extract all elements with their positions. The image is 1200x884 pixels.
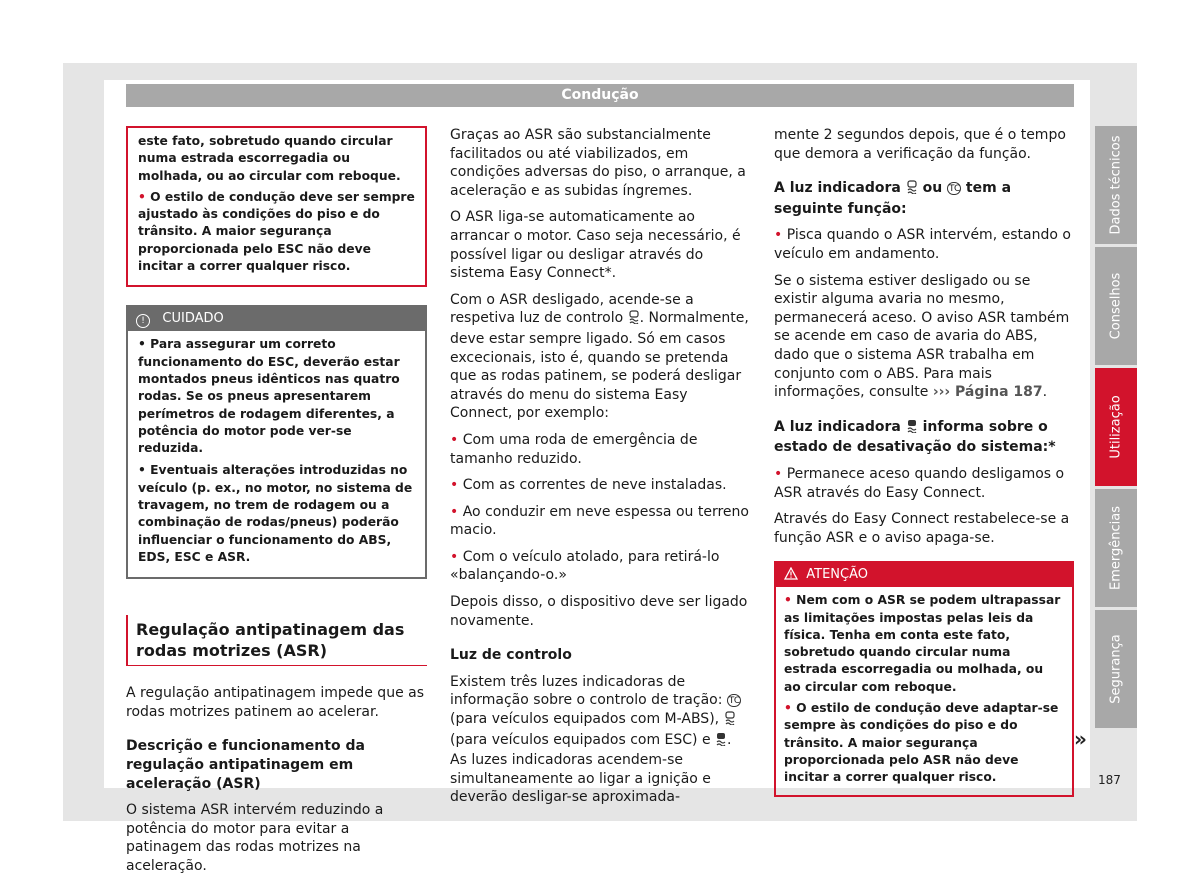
bullet-list: [450, 431, 750, 585]
bullet-icon: •: [784, 701, 792, 716]
asr-car-icon: [724, 711, 736, 731]
paragraph: Com o ASR desligado, acende-se a respetiva luz de controlo . Normalmente, deve estar sempre ligado. Só em casos excecionais, isto é, quando se pretenda que as rodas patinem, se poderá desligar através do menu do sistema Easy Connect, por exemplo:: [450, 291, 749, 422]
subheading: Descrição e funcionamento da regulação antipatinagem em aceleração (ASR): [126, 738, 365, 792]
body-text: O sistema ASR intervém reduzindo a potência do motor para evitar a patinagem das rodas motrizes na aceleração.: [126, 802, 384, 874]
asr-off-icon: [715, 732, 727, 752]
paragraph: Graças ao ASR são substancialmente facilitados ou até viabilizados, em condições adversas do piso, o arranque, a aceleração e as subidas íngremes.: [450, 127, 746, 199]
list-item: • Ao conduzir em neve espessa ou terreno macio.: [450, 503, 749, 539]
paragraph: Através do Easy Connect restabelece-se a função ASR e o aviso apaga-se.: [774, 511, 1070, 546]
warning-triangle-icon: [784, 567, 798, 582]
bullet-icon: •: [450, 548, 459, 565]
warning-box: [774, 561, 1074, 796]
caution-bullet: • Eventuais alterações introduzidas no veículo (p. ex., no motor, no sistema de travagem, no trem de rodagem ou a combinação de rodas/pneus) poderão influenciar o funcionamento do ABS, EDS, ESC e ASR.: [138, 463, 413, 564]
subheading: A luz indicadora ou TC tem a seguinte função:: [774, 180, 1012, 217]
bullet-icon: •: [774, 465, 783, 482]
caution-bullet: • Para assegurar um correto funcionamento do ESC, deverão estar montados pneus idênticos nas quatro rodas. Se os pneus apresentarem perímetros de rodagem diferentes, a potência do motor pode ver-se reduzida.: [138, 337, 400, 456]
continued-note-box: [126, 126, 427, 287]
page-number: 187: [1098, 773, 1121, 787]
bullet-icon: •: [784, 593, 792, 608]
paragraph: Se o sistema estiver desligado ou se existir alguma avaria no mesmo, permanecerá aceso. O aviso ASR também se acende em caso de avaria do ABS, dado que o sistema ASR trabalha em conjunto com o ABS. Para mais informações, consulte ››› Página 187.: [774, 272, 1070, 401]
page-link[interactable]: ››› Página 187: [932, 384, 1043, 401]
subheading: Luz de controlo: [450, 647, 572, 664]
warning-bullet: • O estilo de condução deve adaptar-se sempre às condições do piso e do trânsito. A maior segurança proporcionada pelo ASR não deve incitar a correr qualquer risco.: [784, 701, 1059, 785]
paragraph: Existem três luzes indicadoras de informação sobre o controlo de tração: TC (para veículos equipados com M-ABS), (para veículos equipados com ESC) e . As luzes indicadoras acendem-se simultaneamente ao ligar a ignição e deverão desligar-se aproximada-: [450, 673, 741, 806]
tab-emergencias[interactable]: Emergências: [1095, 489, 1137, 607]
asr-car-icon: [906, 180, 918, 200]
section-title: Regulação antipatinagem das rodas motrizes (ASR): [126, 615, 427, 666]
note-bullet: • O estilo de condução deve ser sempre ajustado às condições do piso e do trânsito. A maior segurança proporcionada pelo ESC não deve incitar a correr qualquer risco.: [138, 189, 415, 274]
bullet-icon: •: [450, 431, 459, 448]
intro-text: A regulação antipatinagem impede que as rodas motrizes patinem ao acelerar.: [126, 685, 424, 720]
column-1: [126, 126, 427, 884]
note-text: este fato, sobretudo quando circular numa estrada escorregadia ou molhada, ou ao circular com reboque.: [138, 134, 401, 183]
paragraph: mente 2 segundos depois, que é o tempo que demora a verificação da função.: [774, 127, 1066, 162]
caution-box: [126, 305, 427, 579]
caution-title: CUIDADO: [162, 311, 224, 327]
tab-utilizacao[interactable]: Utilização: [1095, 368, 1137, 486]
tab-conselhos[interactable]: Conselhos: [1095, 247, 1137, 365]
traction-control-icon: TC: [728, 696, 741, 707]
paragraph: O ASR liga-se automaticamente ao arrancar o motor. Caso seja necessário, é possível ligar ou desligar através do sistema Easy Connect*.: [450, 209, 741, 282]
list-item: • Com o veículo atolado, para retirá-lo «balançando-o.»: [450, 548, 720, 584]
bullet-icon: •: [450, 477, 459, 494]
list-item: • Pisca quando o ASR intervém, estando o veículo em andamento.: [774, 227, 1071, 262]
continue-arrow: »: [1074, 727, 1087, 751]
caution-icon: !: [136, 314, 150, 328]
warning-title: ATENÇÃO: [806, 567, 869, 583]
list-item: • Com as correntes de neve instaladas.: [450, 477, 727, 494]
asr-car-icon: [628, 310, 640, 330]
traction-control-icon: TC: [949, 184, 961, 195]
chapter-header: Condução: [126, 84, 1074, 107]
warning-header: [776, 563, 1072, 587]
bullet-icon: •: [138, 189, 146, 204]
list-item: • Permanece aceso quando desligamos o ASR através do Easy Connect.: [774, 465, 1065, 501]
list-item: • Com uma roda de emergência de tamanho reduzido.: [450, 431, 698, 467]
tab-dados-tecnicos[interactable]: Dados técnicos: [1095, 126, 1137, 244]
warning-bullet: • Nem com o ASR se podem ultrapassar as limitações impostas pelas leis da física. Tenha em conta este fato, sobretudo quando circular numa estrada escorregadia ou molhada, ou ao circular com reboque.: [784, 593, 1061, 694]
column-2: [450, 126, 750, 815]
paragraph: Depois disso, o dispositivo deve ser ligado novamente.: [450, 594, 748, 629]
asr-off-icon: [906, 419, 918, 439]
subheading: A luz indicadora informa sobre o estado de desativação do sistema:*: [774, 418, 1056, 456]
bullet-icon: •: [774, 227, 783, 244]
tab-seguranca[interactable]: Segurança: [1095, 610, 1137, 728]
column-3: [774, 126, 1074, 797]
caution-header: [128, 307, 425, 331]
bullet-icon: •: [450, 503, 459, 520]
